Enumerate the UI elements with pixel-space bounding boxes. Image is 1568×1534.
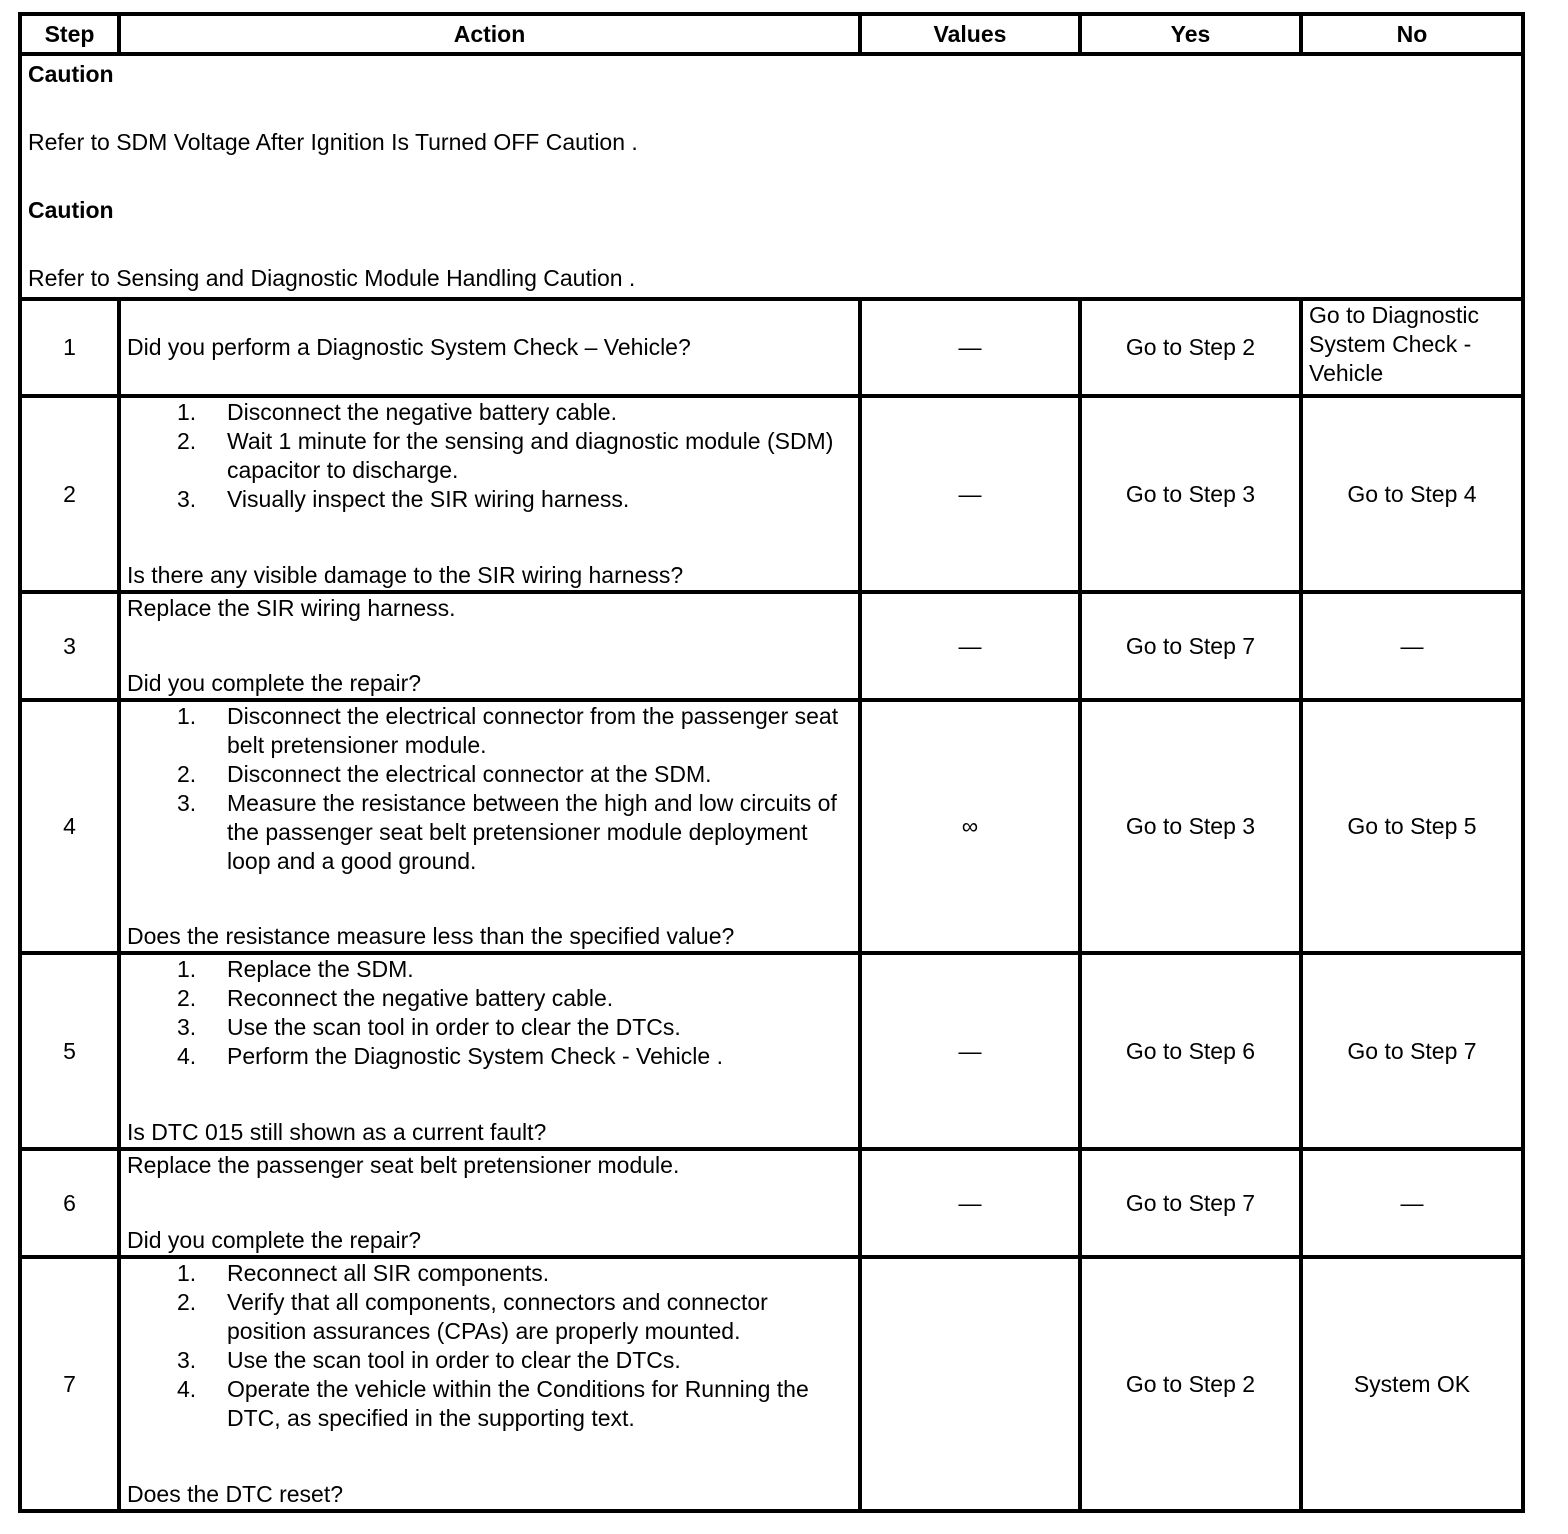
action-question: Does the DTC reset? xyxy=(127,1481,344,1507)
header-values: Values xyxy=(860,14,1080,54)
yes-cell: Go to Step 3 xyxy=(1080,396,1301,592)
list-item-text: Disconnect the negative battery cable. xyxy=(227,399,617,425)
table-row xyxy=(20,1149,1523,1257)
header-no: No xyxy=(1301,14,1523,54)
list-item-text: Verify that all components, connectors and connector position assurances (CPAs) are properly mounted. xyxy=(227,1289,768,1344)
step-number: 2 xyxy=(20,396,119,592)
list-item xyxy=(127,1288,852,1346)
list-item-text: Disconnect the electrical connector from the passenger seat belt pretensioner module. xyxy=(227,703,839,758)
caution-row xyxy=(20,54,1523,299)
list-item xyxy=(127,760,852,789)
list-item xyxy=(127,789,852,876)
action-cell xyxy=(119,1149,860,1257)
list-item-number: 4. xyxy=(177,1043,197,1069)
values-cell: — xyxy=(860,396,1080,592)
caution-text: Refer to SDM Voltage After Ignition Is Turned OFF Caution . xyxy=(28,129,638,155)
action-question: Did you perform a Diagnostic System Check – Vehicle? xyxy=(127,334,691,360)
list-item-number: 1. xyxy=(177,703,197,729)
action-cell xyxy=(119,953,860,1149)
table-row xyxy=(20,299,1523,396)
list-item-number: 2. xyxy=(177,1289,197,1315)
list-item-text: Measure the resistance between the high and low circuits of the passenger seat belt pretensioner module deployment loop and a good ground. xyxy=(227,790,837,874)
list-item xyxy=(127,984,852,1013)
action-question: Is DTC 015 still shown as a current fault? xyxy=(127,1119,547,1145)
caution-text: Refer to Sensing and Diagnostic Module Handling Caution . xyxy=(28,265,636,291)
list-item-number: 1. xyxy=(177,399,197,425)
table-row xyxy=(20,592,1523,700)
list-item-text: Replace the SDM. xyxy=(227,956,414,982)
action-steps-list xyxy=(127,398,852,514)
list-item-text: Use the scan tool in order to clear the DTCs. xyxy=(227,1347,681,1373)
header-action: Action xyxy=(119,14,860,54)
step-number: 3 xyxy=(20,592,119,700)
no-cell: — xyxy=(1301,1149,1523,1257)
caution-title: Caution xyxy=(28,197,114,223)
step-number: 1 xyxy=(20,299,119,396)
list-item xyxy=(127,1013,852,1042)
no-cell: — xyxy=(1301,592,1523,700)
values-cell: — xyxy=(860,1149,1080,1257)
yes-cell: Go to Step 6 xyxy=(1080,953,1301,1149)
yes-cell: Go to Step 7 xyxy=(1080,1149,1301,1257)
list-item-number: 2. xyxy=(177,985,197,1011)
list-item xyxy=(127,1259,852,1288)
action-steps-list xyxy=(127,955,852,1071)
list-item-number: 4. xyxy=(177,1376,197,1402)
no-cell: System OK xyxy=(1301,1257,1523,1511)
list-item xyxy=(127,955,852,984)
list-item xyxy=(127,702,852,760)
values-cell: ∞ xyxy=(860,700,1080,953)
list-item xyxy=(127,485,852,514)
step-number: 4 xyxy=(20,700,119,953)
yes-cell: Go to Step 2 xyxy=(1080,299,1301,396)
values-cell: — xyxy=(860,592,1080,700)
list-item-text: Wait 1 minute for the sensing and diagnostic module (SDM) capacitor to discharge. xyxy=(227,428,834,483)
header-step: Step xyxy=(20,14,119,54)
values-cell xyxy=(860,1257,1080,1511)
list-item xyxy=(127,398,852,427)
list-item-text: Perform the Diagnostic System Check - Vehicle . xyxy=(227,1043,723,1069)
step-number: 5 xyxy=(20,953,119,1149)
caution-cell xyxy=(20,54,1523,299)
list-item-number: 3. xyxy=(177,790,197,816)
yes-cell: Go to Step 7 xyxy=(1080,592,1301,700)
action-cell xyxy=(119,396,860,592)
list-item xyxy=(127,1346,852,1375)
action-cell xyxy=(119,592,860,700)
list-item-number: 2. xyxy=(177,761,197,787)
caution-title: Caution xyxy=(28,61,114,87)
list-item xyxy=(127,1042,852,1071)
action-question: Is there any visible damage to the SIR wiring harness? xyxy=(127,562,684,588)
list-item-text: Visually inspect the SIR wiring harness. xyxy=(227,486,630,512)
action-steps-list xyxy=(127,1259,852,1433)
yes-cell: Go to Step 3 xyxy=(1080,700,1301,953)
action-cell xyxy=(119,700,860,953)
no-cell: Go to Step 4 xyxy=(1301,396,1523,592)
table-row xyxy=(20,396,1523,592)
list-item-text: Reconnect the negative battery cable. xyxy=(227,985,614,1011)
step-number: 7 xyxy=(20,1257,119,1511)
no-cell: Go to Step 7 xyxy=(1301,953,1523,1149)
no-cell: Go to Diagnostic System Check - Vehicle xyxy=(1301,299,1523,396)
diagnostic-table xyxy=(18,12,1525,1513)
action-steps-list xyxy=(127,702,852,876)
action-intro: Replace the passenger seat belt pretensioner module. xyxy=(127,1152,680,1178)
yes-cell: Go to Step 2 xyxy=(1080,1257,1301,1511)
no-cell: Go to Step 5 xyxy=(1301,700,1523,953)
action-intro: Replace the SIR wiring harness. xyxy=(127,595,456,621)
values-cell: — xyxy=(860,953,1080,1149)
list-item-number: 2. xyxy=(177,428,197,454)
list-item-number: 3. xyxy=(177,1347,197,1373)
table-row xyxy=(20,1257,1523,1511)
action-question: Did you complete the repair? xyxy=(127,670,422,696)
list-item-text: Reconnect all SIR components. xyxy=(227,1260,550,1286)
header-yes: Yes xyxy=(1080,14,1301,54)
action-cell xyxy=(119,299,860,396)
step-number: 6 xyxy=(20,1149,119,1257)
list-item-number: 1. xyxy=(177,1260,197,1286)
list-item xyxy=(127,427,852,485)
table-row xyxy=(20,700,1523,953)
header-row xyxy=(20,14,1523,54)
list-item xyxy=(127,1375,852,1433)
action-question: Does the resistance measure less than the specified value? xyxy=(127,923,735,949)
list-item-number: 3. xyxy=(177,1014,197,1040)
list-item-text: Operate the vehicle within the Conditions for Running the DTC, as specified in the supporting text. xyxy=(227,1376,809,1431)
action-cell xyxy=(119,1257,860,1511)
list-item-number: 1. xyxy=(177,956,197,982)
values-cell: — xyxy=(860,299,1080,396)
action-question: Did you complete the repair? xyxy=(127,1227,422,1253)
table-row xyxy=(20,953,1523,1149)
list-item-text: Disconnect the electrical connector at the SDM. xyxy=(227,761,712,787)
list-item-number: 3. xyxy=(177,486,197,512)
list-item-text: Use the scan tool in order to clear the DTCs. xyxy=(227,1014,681,1040)
